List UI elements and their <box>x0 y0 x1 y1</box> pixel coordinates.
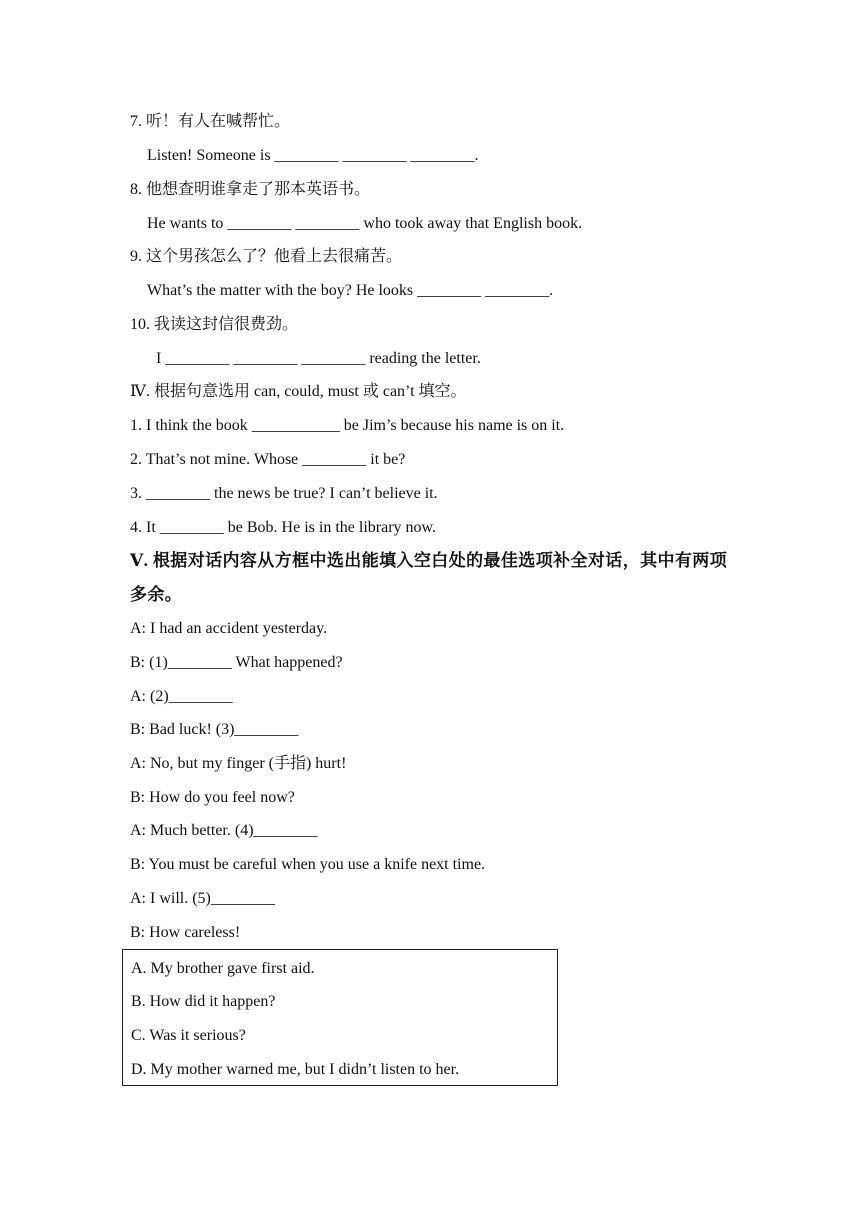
dialogue-line: B: You must be careful when you use a knife next time. <box>130 856 486 873</box>
dialogue-line: B: (1)________ What happened? <box>130 654 343 671</box>
option-d: D. My mother warned me, but I didn’t listen to her. <box>131 1061 460 1078</box>
q8-chinese: 8. 他想查明谁拿走了那本英语书。 <box>130 181 371 198</box>
q7-english: Listen! Someone is ________ ________ ________. <box>147 147 479 164</box>
q9-chinese: 9. 这个男孩怎么了？他看上去很痛苦。 <box>130 248 403 265</box>
section5-heading-cont: 多余。 <box>130 585 183 604</box>
q10-chinese: 10. 我读这封信很费劲。 <box>130 316 299 333</box>
option-c: C. Was it serious? <box>131 1027 246 1044</box>
section4-item: 3. ________ the news be true? I can’t believe it. <box>130 485 438 502</box>
dialogue-line: A: I will. (5)________ <box>130 890 275 907</box>
section4-item: 2. That’s not mine. Whose ________ it be? <box>130 451 406 468</box>
dialogue-line: A: (2)________ <box>130 688 233 705</box>
section5-heading: Ⅴ. 根据对话内容从方框中选出能填入空白处的最佳选项补全对话，其中有两项 <box>130 551 728 570</box>
section4-item: 1. I think the book ___________ be Jim’s because his name is on it. <box>130 417 565 434</box>
q7-chinese: 7. 听！有人在喊帮忙。 <box>130 113 291 130</box>
dialogue-line: B: How do you feel now? <box>130 789 295 806</box>
section4-item: 4. It ________ be Bob. He is in the library now. <box>130 519 437 536</box>
dialogue-line: A: Much better. (4)________ <box>130 822 318 839</box>
dialogue-line: A: No, but my finger (手指) hurt! <box>130 755 347 772</box>
option-b: B. How did it happen? <box>131 993 276 1010</box>
q10-english: I ________ ________ ________ reading the letter. <box>156 350 481 367</box>
options-box <box>122 949 558 1086</box>
q9-english: What’s the matter with the boy? He looks ________ ________. <box>147 282 554 299</box>
dialogue-line: B: Bad luck! (3)________ <box>130 721 299 738</box>
dialogue-line: A: I had an accident yesterday. <box>130 620 328 637</box>
dialogue-line: B: How careless! <box>130 924 241 941</box>
option-a: A. My brother gave first aid. <box>131 960 315 977</box>
q8-english: He wants to ________ ________ who took away that English book. <box>147 215 583 232</box>
section4-heading: Ⅳ. 根据句意选用 can, could, must 或 can’t 填空。 <box>130 383 467 400</box>
